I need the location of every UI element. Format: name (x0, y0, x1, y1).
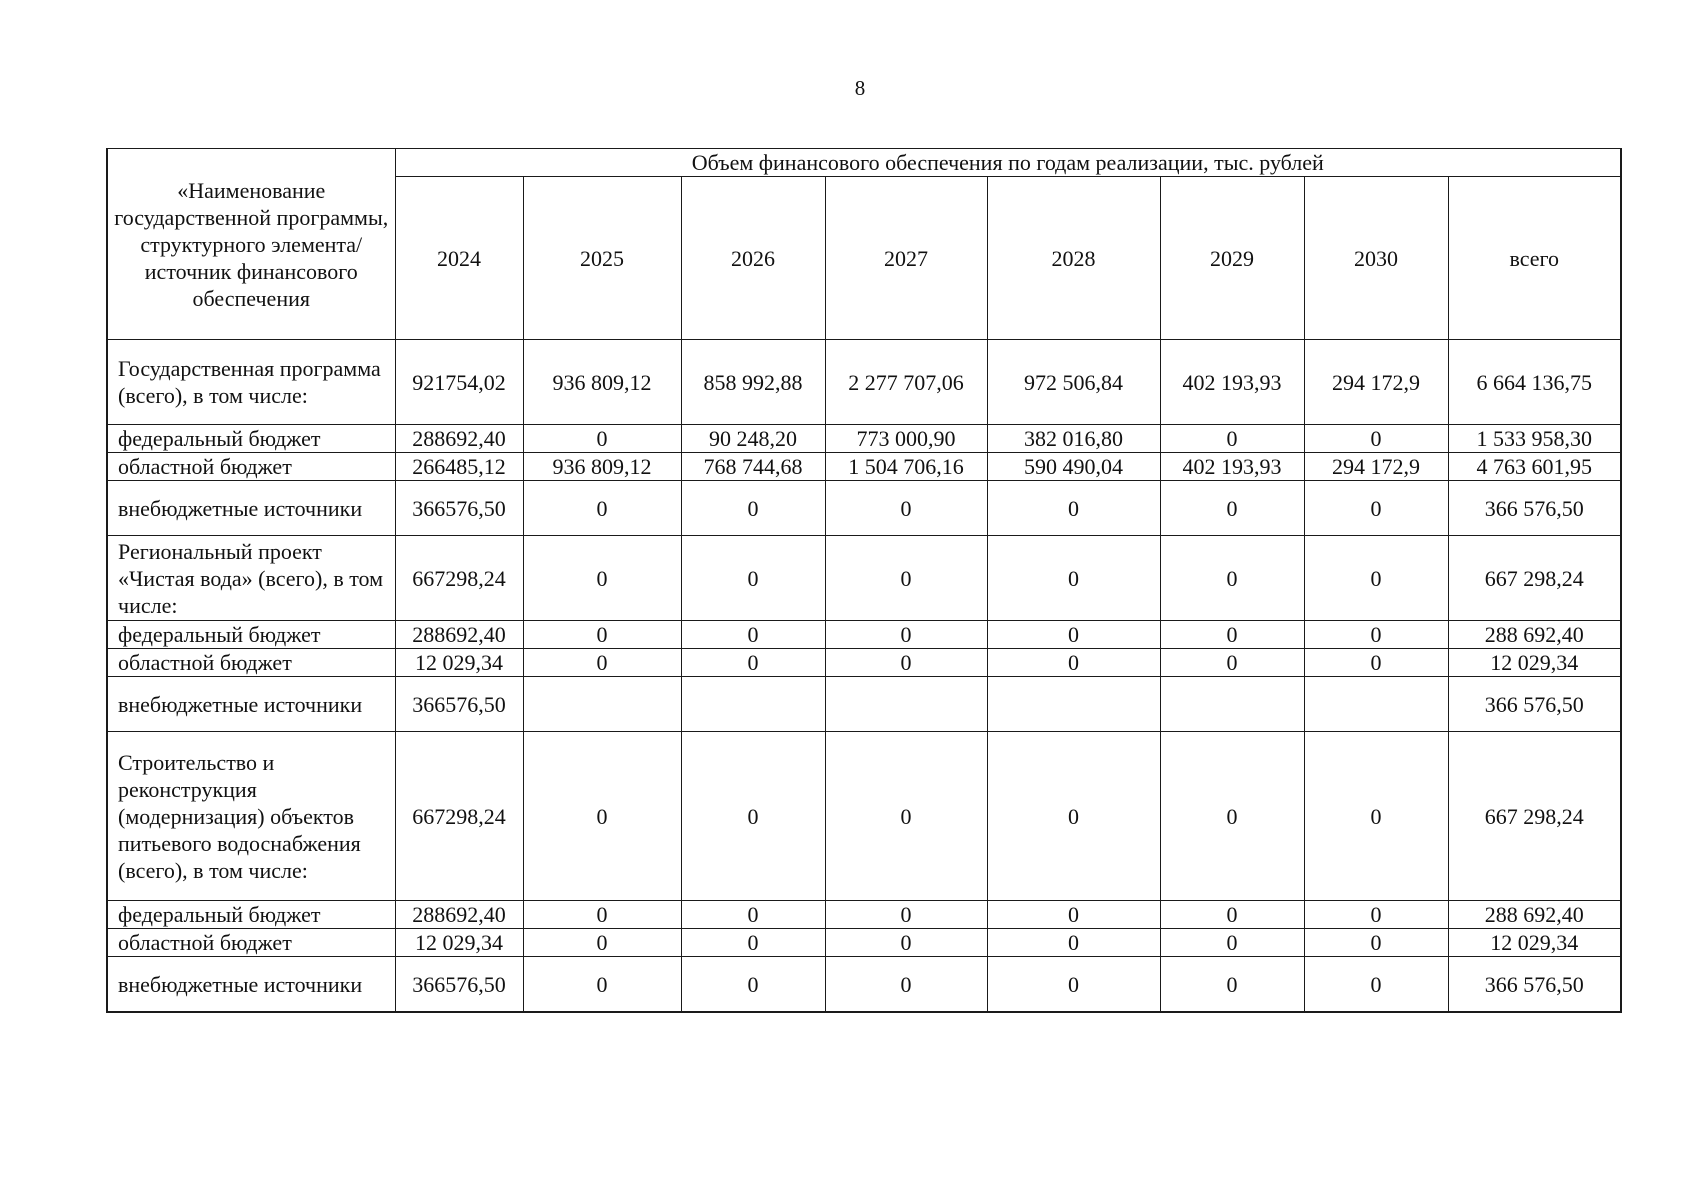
table-row (107, 901, 1621, 929)
year-header-2028: 2028 (987, 177, 1160, 340)
table-cell: 0 (1160, 425, 1304, 453)
table-cell (1160, 677, 1304, 732)
table-cell: 288692,40 (395, 621, 523, 649)
table-cell: 12 029,34 (395, 929, 523, 957)
table-cell: 0 (987, 621, 1160, 649)
row-label: внебюджетные источники (107, 677, 395, 732)
table-cell: 0 (825, 901, 987, 929)
table-cell: 288692,40 (395, 425, 523, 453)
table-cell: 0 (523, 481, 681, 536)
table-cell: 936 809,12 (523, 453, 681, 481)
table-cell: 0 (987, 957, 1160, 1013)
table-cell: 0 (681, 929, 825, 957)
table-cell: 0 (523, 901, 681, 929)
table-cell: 0 (1304, 481, 1448, 536)
table-cell (987, 677, 1160, 732)
table-cell: 0 (987, 929, 1160, 957)
table-cell: 0 (681, 536, 825, 621)
table-cell: 366576,50 (395, 957, 523, 1013)
table-cell (681, 677, 825, 732)
table-cell: 972 506,84 (987, 340, 1160, 425)
table-cell: 12 029,34 (1448, 649, 1621, 677)
year-header-2027: 2027 (825, 177, 987, 340)
year-header-total: всего (1448, 177, 1621, 340)
table-cell: 0 (523, 425, 681, 453)
table-cell: 667298,24 (395, 732, 523, 901)
table-cell: 0 (681, 901, 825, 929)
table-cell: 0 (825, 649, 987, 677)
table-cell: 1 533 958,30 (1448, 425, 1621, 453)
table-row (107, 340, 1621, 425)
table-row (107, 929, 1621, 957)
table-cell: 0 (1304, 732, 1448, 901)
table-cell: 0 (1304, 957, 1448, 1013)
table-cell: 0 (825, 929, 987, 957)
table-cell: 768 744,68 (681, 453, 825, 481)
row-label: областной бюджет (107, 929, 395, 957)
table-cell: 366576,50 (395, 481, 523, 536)
table-cell (825, 677, 987, 732)
table-cell: 0 (1304, 536, 1448, 621)
name-column-header: «Наименование государственной программы, структурного элемента/источник финансового обеспечения (107, 149, 395, 340)
table-row (107, 732, 1621, 901)
table-cell: 366 576,50 (1448, 957, 1621, 1013)
table-cell: 0 (987, 901, 1160, 929)
table-cell: 667 298,24 (1448, 536, 1621, 621)
page-number: 8 (854, 76, 866, 100)
table-cell: 858 992,88 (681, 340, 825, 425)
financing-group-header: Объем финансового обеспечения по годам реализации, тыс. рублей (395, 149, 1621, 177)
table-cell: 0 (825, 732, 987, 901)
row-label: Государственная программа (всего), в том числе: (107, 340, 395, 425)
table-cell: 0 (1304, 929, 1448, 957)
table-cell: 12 029,34 (395, 649, 523, 677)
table-cell: 0 (987, 732, 1160, 901)
table-cell: 294 172,9 (1304, 340, 1448, 425)
row-label: внебюджетные источники (107, 481, 395, 536)
table-cell: 266485,12 (395, 453, 523, 481)
table-cell: 0 (1160, 929, 1304, 957)
table-cell: 773 000,90 (825, 425, 987, 453)
table-cell: 0 (1160, 621, 1304, 649)
row-label: Региональный проект «Чистая вода» (всего), в том числе: (107, 536, 395, 621)
table-cell: 366 576,50 (1448, 481, 1621, 536)
table-cell: 0 (1304, 901, 1448, 929)
table-row (107, 677, 1621, 732)
table-cell: 0 (1160, 536, 1304, 621)
table-cell: 0 (987, 481, 1160, 536)
table-cell (523, 677, 681, 732)
row-label: Строительство и реконструкция (модернизация) объектов питьевого водоснабжения (всего), в том числе: (107, 732, 395, 901)
year-header-2025: 2025 (523, 177, 681, 340)
table-cell: 288692,40 (395, 901, 523, 929)
table-cell: 0 (987, 649, 1160, 677)
table-cell: 288 692,40 (1448, 901, 1621, 929)
financing-table (106, 148, 1622, 1013)
table-cell: 6 664 136,75 (1448, 340, 1621, 425)
table-cell: 0 (1160, 957, 1304, 1013)
row-label: внебюджетные источники (107, 957, 395, 1013)
table-cell: 1 504 706,16 (825, 453, 987, 481)
table-cell: 0 (681, 732, 825, 901)
table-cell: 12 029,34 (1448, 929, 1621, 957)
table-cell (1304, 677, 1448, 732)
table-cell: 0 (681, 481, 825, 536)
table-cell: 0 (1304, 621, 1448, 649)
table-cell: 667 298,24 (1448, 732, 1621, 901)
table-cell: 0 (523, 929, 681, 957)
table-body (107, 340, 1621, 1013)
table-cell: 402 193,93 (1160, 453, 1304, 481)
table-cell: 590 490,04 (987, 453, 1160, 481)
table-cell: 0 (1160, 481, 1304, 536)
table-cell: 288 692,40 (1448, 621, 1621, 649)
year-header-2030: 2030 (1304, 177, 1448, 340)
table-cell: 382 016,80 (987, 425, 1160, 453)
table-cell: 0 (1160, 732, 1304, 901)
year-header-2029: 2029 (1160, 177, 1304, 340)
table-cell: 2 277 707,06 (825, 340, 987, 425)
table-cell: 294 172,9 (1304, 453, 1448, 481)
table-cell: 0 (681, 649, 825, 677)
table-cell: 0 (1160, 901, 1304, 929)
table-cell: 0 (681, 957, 825, 1013)
table-row (107, 649, 1621, 677)
table-cell: 0 (825, 481, 987, 536)
table-row (107, 425, 1621, 453)
table-cell: 667298,24 (395, 536, 523, 621)
table-cell: 0 (523, 649, 681, 677)
table-cell: 0 (1160, 649, 1304, 677)
table-cell: 0 (681, 621, 825, 649)
table-cell: 0 (987, 536, 1160, 621)
table-cell: 0 (523, 536, 681, 621)
table-row (107, 481, 1621, 536)
table-cell: 0 (523, 957, 681, 1013)
table-cell: 0 (523, 732, 681, 901)
table-cell: 0 (523, 621, 681, 649)
table-row (107, 453, 1621, 481)
table-cell: 4 763 601,95 (1448, 453, 1621, 481)
table-cell: 0 (825, 536, 987, 621)
table-cell: 0 (1304, 649, 1448, 677)
table-cell: 366576,50 (395, 677, 523, 732)
table-cell: 402 193,93 (1160, 340, 1304, 425)
table-cell: 921754,02 (395, 340, 523, 425)
row-label: областной бюджет (107, 453, 395, 481)
table-row (107, 957, 1621, 1013)
year-header-2026: 2026 (681, 177, 825, 340)
row-label: областной бюджет (107, 649, 395, 677)
table-cell: 0 (825, 957, 987, 1013)
year-header-2024: 2024 (395, 177, 523, 340)
table-cell: 0 (1304, 425, 1448, 453)
table-cell: 0 (825, 621, 987, 649)
row-label: федеральный бюджет (107, 621, 395, 649)
row-label: федеральный бюджет (107, 425, 395, 453)
row-label: федеральный бюджет (107, 901, 395, 929)
table-cell: 90 248,20 (681, 425, 825, 453)
table-cell: 936 809,12 (523, 340, 681, 425)
table-row (107, 536, 1621, 621)
table-row (107, 621, 1621, 649)
table-cell: 366 576,50 (1448, 677, 1621, 732)
